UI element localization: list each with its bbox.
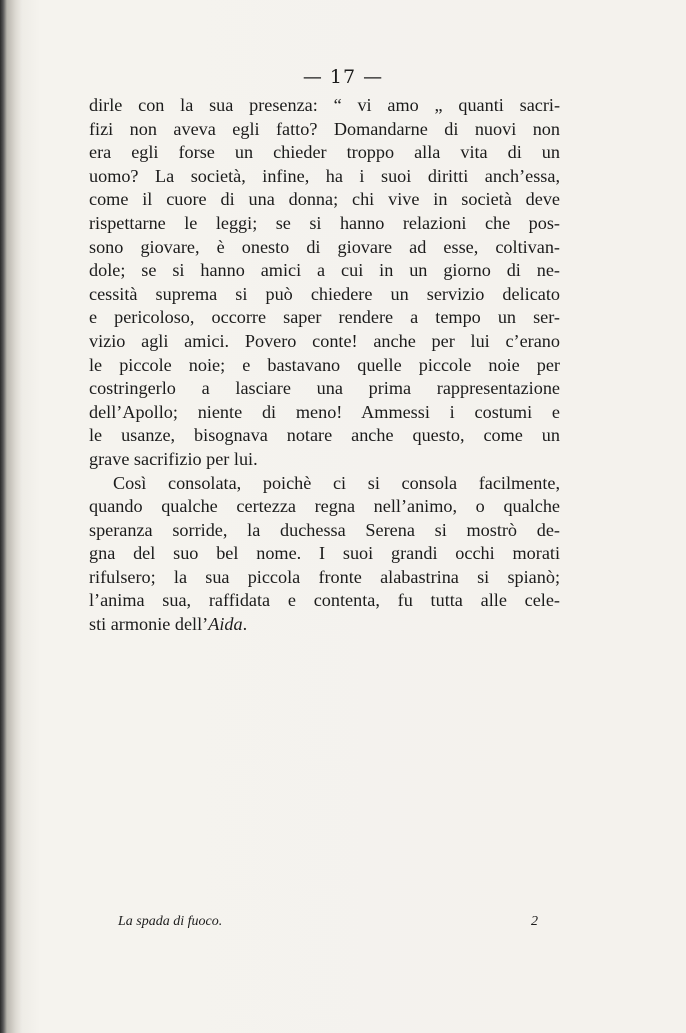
page-binding-edge [0, 0, 22, 1033]
text-line: e pericoloso, occorre saper rendere a tempo un ser- [89, 307, 560, 328]
text-line: rifulsero; la sua piccola fronte alabastrina si spianò; [89, 566, 560, 587]
text-line: le usanze, bisognava notare anche questo, come un [89, 425, 560, 446]
text-line: speranza sorride, la duchessa Serena si mostrò de- [89, 519, 560, 540]
text-line: come il cuore di una donna; chi vive in società deve [89, 189, 560, 210]
text-line-final-suffix: . [242, 614, 248, 635]
text-line: gna del suo bel nome. I suoi grandi occhi morati [89, 543, 560, 564]
text-line: vizio agli amici. Povero conte! anche per lui c’erano [89, 330, 560, 351]
signature-mark: 2 [531, 914, 538, 929]
text-line: sono giovare, è onesto di giovare ad esse, coltivan- [89, 236, 560, 257]
text-line: fizi non aveva egli fatto? Domandarne di nuovi non [89, 118, 560, 139]
text-line: cessità suprema si può chiedere un servizio delicato [89, 283, 560, 304]
page-number-header: — 17 — [302, 66, 384, 88]
text-line: dell’Apollo; niente di meno! Ammessi i costumi e [89, 401, 560, 422]
text-line: era egli forse un chieder troppo alla vita di un [89, 142, 560, 163]
text-line-final [89, 613, 560, 637]
opera-title: Aida [208, 614, 243, 635]
page-footer [118, 914, 538, 930]
text-line: grave sacrifizio per lui. [89, 448, 258, 469]
text-line: dole; se si hanno amici a cui in un giorno di ne- [89, 260, 560, 281]
book-title-footer: La spada di fuoco. [118, 914, 223, 929]
text-line: quando qualche certezza regna nell’animo, o qualche [89, 496, 560, 517]
text-line: rispettarne le leggi; se si hanno relazioni che pos- [89, 212, 560, 233]
text-line: Così consolata, poichè ci si consola facilmente, [113, 472, 560, 493]
text-line: costringerlo a lasciare una prima rappresentazione [89, 378, 560, 399]
body-text [89, 94, 560, 637]
text-line: le piccole noie; e bastavano quelle piccole noie per [89, 354, 560, 375]
text-line: dirle con la sua presenza: “ vi amo „ quanti sacri- [89, 95, 560, 115]
text-line: l’anima sua, raffidata e contenta, fu tutta alle cele- [89, 590, 560, 611]
text-line-final-prefix: sti armonie dell’ [89, 614, 209, 635]
text-line: uomo? La società, infine, ha i suoi diritti anch’essa, [89, 165, 560, 186]
